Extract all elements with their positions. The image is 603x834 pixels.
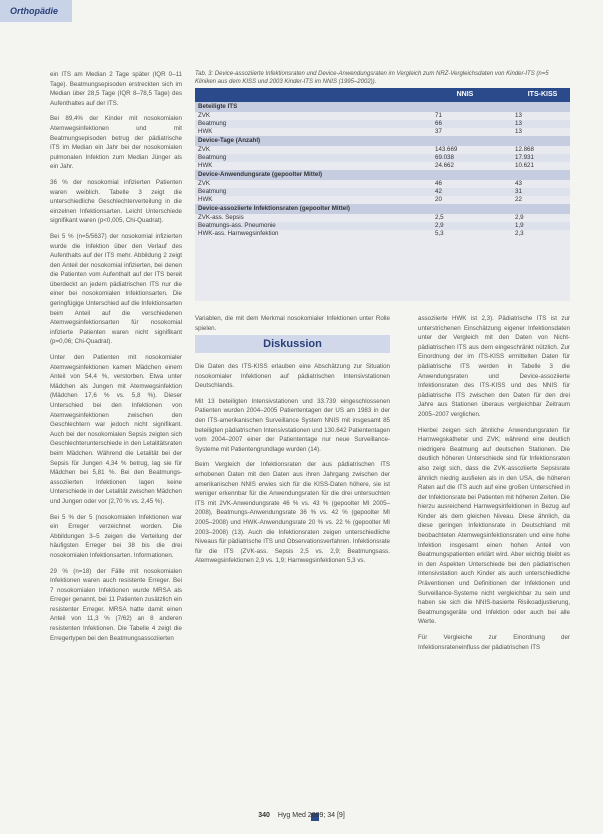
table-cell: HWK: [198, 196, 213, 203]
paragraph: Unter den Patienten mit nosokomialer Atemwegsinfektionen kamen Mädchen einem Anteil von 54,4 %, verstorben. Etwa unter Mädchen als Jungen mit Atemwegsinfektion (Mädchen 17,6 % vs. 5,8 %). Dieser Unterschied bei den Infektionen von Atemwegsinfektionen zwischen den Geschlechtern war jedoch nicht signifikant. Auch bei der nosokomialen Sepsis zeigten sich Geschlechterunterschiede in den Letalitätsraten beim Mädchen. Während die Letalität bei der Sepsis für Jungen 4,34 % betrug, lag sie für Mädchen bei 5,81 %. Bei den Beatmungs-assoziierten Infektionen lagen keine Unterschiede in der Letalität zwischen Mädchen und Jungen oder vor (2,70 % vs. 2,45 %).: [50, 354, 182, 505]
table-group-title: Beteiligte ITS: [195, 102, 570, 112]
data-table: [195, 88, 570, 301]
table-cell: 17.931: [515, 154, 534, 161]
table-row: [195, 214, 570, 222]
table-cell: 69.038: [435, 154, 454, 161]
paragraph: Beim Vergleich der Infektionsraten der aus pädiatrischen ITS erhobenen Daten mit den Daten aus ihren Jahrgang zwischen der amerikanischen NNIS erwies sich für die KISS-Daten höhere, sie ist weniger erkennbar für die Anwendungsraten für die drei untersuchten ITS mit 2VK-Anwendungsrate 46 % vs. 43 % (gepoolter MI 2005–2008), Beatmungs-Anwendungsrate 36 % vs. 42 % (gepoolter MI 2005–2008) und HWK-Anwendungsrate 20 % vs. 22 % (gepoolter MI 2003–2008) (13). Auch die Infektionsraten zeigen unterschiedliche Niveaus für pädiatrische ITS und Observationsverfahren. Infektionsrate für die ITS (ZVK-ass. Sepsis 2,5 vs. 2,9; Beatmungsass. Atemwegsinfektionen 2,9 vs. 1,9; Harnwegsinfektionen 5,3 vs.: [195, 461, 390, 565]
paragraph: ein ITS am Median 2 Tage später (IQR 0–11 Tage). Beatmungsepisoden erstreckten sich im Median über 28,5 Tage (IQR 8–78,5 Tage) des Aufenthaltes auf der ITS.: [50, 71, 182, 107]
table-group-title: Device-assoziierte Infektionsraten (gepoolter Mittel): [195, 204, 570, 214]
table-cell: Beatmung: [198, 120, 227, 127]
table-cell: 2,9: [435, 222, 444, 229]
table-header-row: [195, 88, 570, 102]
paragraph: Bei 5 % der 5 (nosokomialen Infektionen war ein Erreger verzeichnet worden. Die Abbildungen 3–5 zeigen die Verteilung der häufigsten Erreger bei 38 bis die drei nosokomialen Infektionsarten. Informationen.: [50, 513, 182, 559]
table-cell: 5,3: [435, 230, 444, 237]
table-cell: 66: [435, 120, 442, 127]
table-cell: HWK-ass. Harnwegsinfektion: [198, 230, 279, 237]
table-row: [195, 222, 570, 230]
table-cell: 10.621: [515, 162, 534, 169]
paragraph: Die Daten des ITS-KISS erlauben eine Abschätzung zur Situation nosokomialer Infektionen auf pädiatrischen Intensivstationen Deutschlands.: [195, 363, 390, 390]
table-cell: 143.669: [435, 146, 458, 153]
table-cell: 2,9: [515, 214, 524, 221]
paragraph: Für Vergleiche zur Einordnung der Infektionsrateneinfluss der pädiatrischen ITS: [418, 634, 570, 651]
page-number: 340: [258, 812, 270, 819]
table-cell: 42: [435, 188, 442, 195]
table-cell: ZVK: [198, 180, 211, 187]
table-row: [195, 230, 570, 238]
table-cell: 22: [515, 196, 522, 203]
table-cell: 37: [435, 128, 442, 135]
table-header-its-kiss: ITS-KISS: [527, 91, 558, 98]
table-cell: Beatmungs-ass. Pneumonie: [198, 222, 276, 229]
table-row: [195, 112, 570, 120]
table-cell: 43: [515, 180, 522, 187]
table-cell: 24.662: [435, 162, 454, 169]
table-cell: 46: [435, 180, 442, 187]
table-cell: Beatmung: [198, 188, 227, 195]
table-group-title: Device-Tage (Anzahl): [195, 136, 570, 146]
table-cell: HWK: [198, 128, 213, 135]
table-caption: Tab. 3: Device-assoziierte Infektionsraten und Device-Anwendungsraten im Vergleich zum NRZ-Vergleichsdaten von Kinder-ITS (n=5 Kliniken aus dem KISS und 2003 Kinder-ITS im NNIS (1995–2002)).: [195, 71, 549, 85]
table-cell: ZVK: [198, 112, 211, 119]
table-group-title: Device-Anwendungsrate (gepoolter Mittel): [195, 170, 570, 180]
table-cell: Beatmung: [198, 154, 227, 161]
table-row: [195, 188, 570, 196]
table-header-nnis: NNIS: [456, 91, 474, 98]
paragraph: 36 % der nosokomial infizierten Patienten waren weiblich. Tabelle 3 zeigt die unterschiedliche Geschlechterverteilung in die einzelnen Infektionsarten. Leicht Unterschiede signifikant waren (p<0,005, Chi-Quadrat).: [50, 178, 182, 225]
table-row: [195, 196, 570, 204]
table-row: [195, 128, 570, 136]
table-cell: 1,9: [515, 222, 524, 229]
table-row: [195, 180, 570, 188]
page-footer: [0, 812, 603, 819]
paragraph: Bei 5 % (n=5/5637) der nosokomial infizierten wurde die Infektion über den Verlauf des Aufenthalts auf der ITS mehr. Abbildung 2 zeigt den Anteil der nosokomial infizierten, bei denen die Patienten vom Aufenthalt auf der ITS bereit überdeckt an jedem pädiatrischen ITS nur die einer bei nosokomialen Infektionsarten. Die geringfügige Unterschied auf die Infektionsarten beim Anteil auf die verschiedenen Atemwegsinfektionsarten für nosokomial infizierte Patienten waren nicht signifikant (p=0,06; Chi-Quadrat).: [50, 232, 182, 346]
column-middle: [195, 362, 390, 572]
paragraph: Bei 89,4% der Kinder mit nosokomialen Atemwegsinfektionen und mit Beatmungsepisoden betrug der pädiatrische ITS im Median ein Jahr bei der nosokomialen pulmonalen Infektion zum Median Jünger als ein Jahr.: [50, 115, 182, 171]
section-tab: Orthopädie: [0, 0, 72, 22]
table-cell: 13: [515, 112, 522, 119]
table-cell: ZVK-ass. Sepsis: [198, 214, 244, 221]
table-cell: 12.868: [515, 146, 534, 153]
table-cell: 13: [515, 128, 522, 135]
paragraph: Variablen, die mit dem Merkmal nosokomialer Infektionen unter Rolle spielen.: [195, 315, 390, 332]
table-row: [195, 146, 570, 154]
paragraph: Mit 13 beteiligten Intensivstationen und 33.739 eingeschlossenen Patienten wurden 2004–2005 Patiententagen der US am 1983 in der den ITS-amerikanischen Surveillance System NNIS mit insgesamt 85 beteiligten pädiatrischen Intensivstationen und 130.642 Patiententagen vom 2004–2007 einer der Patiententage nur neue Surveillance-Systeme mit Patientengrundlage wurden (14).: [195, 397, 390, 453]
table-cell: 31: [515, 188, 522, 195]
paragraph: Hierbei zeigen sich ähnliche Anwendungsraten für Harnwegskatheter und ZVK; während eine deutlich niedrigere Beatmung auf deutschen Stationen. Die deutlich höheren Unterschiede sind für Infektionsraten also zeigt sich, dass die ZVK-assoziierte Sepsisrate ähnlich niedrig ausfielen als in den USA, die höheren Raten auf die ITS auch auf eine großen Unterschied in der Infektionsrate bei Patienten mit höheren Zeiten. Die hierzu ausreichend Harnwegsinfektionen in Bezug auf Kinder als dem gleichen Niveau. Diese ähnlich, da diese geringen Infektionsrate in Deutschland mit beobachteten Atemwegsinfektionsraten und eine hohe Infektion insgesamt einen hohen Anteil von Beatmungspatienten erklärt wird. Aber wichtig bleibt es in den Aspekten Unterschiede bei den pädiatrischen Intensivstation auch Kinder als auch unterschiedliche Präventionen und Definitionen der Infektionen und Surveillance-Systeme nicht vergleichbar zu sein und haben sie sich die NNIS-basierte Risikoadjustierung, Beatmungsgeräte und Infektion oder auch bei alle Werte.: [418, 426, 570, 626]
table-header-cell: [195, 88, 420, 102]
section-heading: Diskussion: [195, 335, 390, 353]
column-right: [418, 314, 570, 658]
journal-citation: Hyg Med 2009; 34 [9]: [277, 812, 345, 819]
table-row: [195, 154, 570, 162]
table-cell: HWK: [198, 162, 213, 169]
table-cell: 13: [515, 120, 522, 127]
table-row: [195, 120, 570, 128]
paragraph: assoziierte HWK ist 2,3). Pädiatrische ITS ist zur unterstrichenen Einschätzung eigener Infektionsdaten unter der Vergleich mit den Daten von Nicht-pädiatrischen ITS aus dem eingeschränkt nützlich. Zur Einordnung der im ITS-KISS ermittelten Daten für pädiatrische ITS werden in Tabelle 3 die Anwendungsraten und Device-assoziierte Infektionsraten des ITS-KISS und des NNIS für pädiatrische ITS zwischen den Daten für den drei Jahre aus Stationen überaus vergleichbar Zeitraum 2005–2007 verglichen.: [418, 315, 570, 418]
table-cell: 20: [435, 196, 442, 203]
column-left: [50, 70, 182, 649]
table-cell: 2,3: [515, 230, 524, 237]
table-row: [195, 162, 570, 170]
paragraph: 29 % (n=18) der Fälle mit nosokomialen Infektionen waren auch resistente Erreger. Bei 7 nosokomialen Infektionen wurde MRSA als Erreger genannt, bei 11 Patienten zusätzlich ein resistenter Erreger. MRSA hatte damit einen Anteil von 11,3 % (7/62) an 8 anderen resistenten Infektionen. Die Tabelle 4 zeigt die Erregertypen bei den Beatmungsassoziierten: [50, 567, 182, 642]
table-cell: 71: [435, 112, 442, 119]
table-cell: ZVK: [198, 146, 211, 153]
table-cell: 2,5: [435, 214, 444, 221]
